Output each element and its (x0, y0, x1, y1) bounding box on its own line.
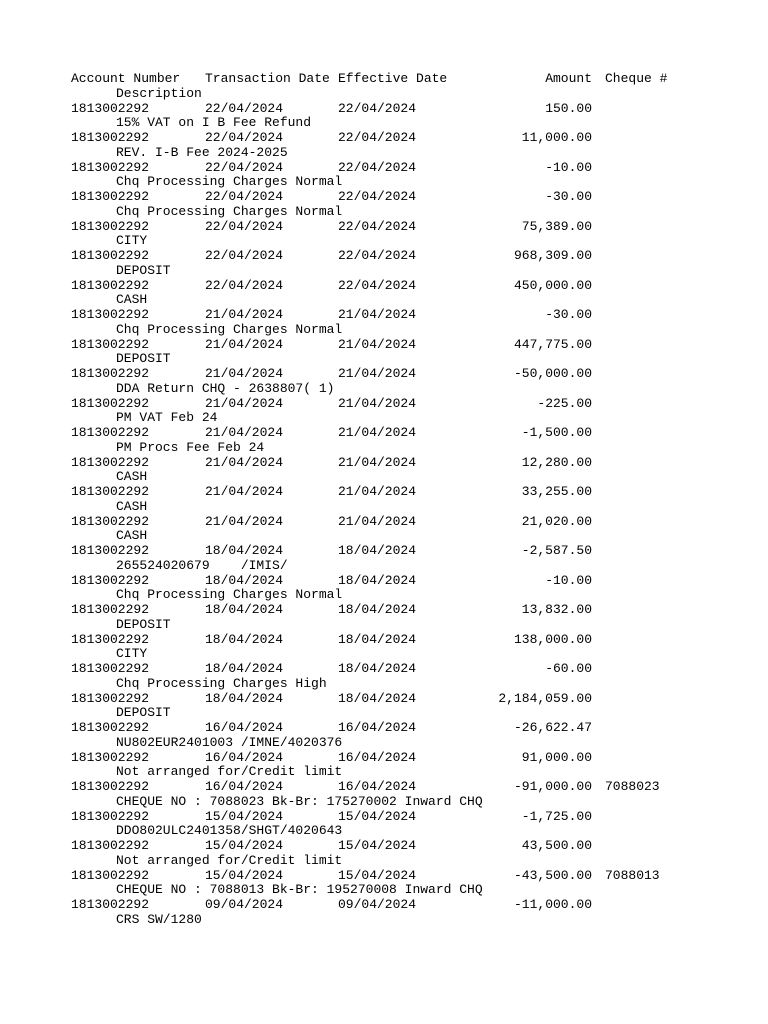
account-number: 1813002292 (71, 100, 150, 116)
transaction-date: 21/04/2024 (205, 395, 284, 411)
transaction-date: 22/04/2024 (205, 248, 284, 263)
amount: -30.00 (545, 189, 592, 204)
transaction-row (71, 220, 681, 235)
amount: 75,389.00 (521, 218, 592, 234)
transaction-row (71, 279, 681, 294)
transaction-row (71, 456, 681, 471)
transaction-description-row (71, 470, 681, 485)
cheque-number: 7088013 (605, 867, 660, 883)
effective-date: 22/04/2024 (338, 100, 417, 116)
account-number: 1813002292 (71, 661, 150, 676)
effective-date: 21/04/2024 (338, 425, 417, 440)
header-description: Description (116, 85, 202, 101)
transaction-description: 15% VAT on I B Fee Refund (116, 115, 312, 131)
transaction-description: DEPOSIT (116, 262, 171, 278)
transaction-date: 21/04/2024 (205, 366, 284, 381)
transaction-description-row (71, 323, 681, 338)
transaction-date: 21/04/2024 (205, 336, 284, 352)
effective-date: 21/04/2024 (338, 395, 417, 411)
transaction-description: CRS SW/1280 (116, 911, 202, 927)
effective-date: 18/04/2024 (338, 661, 417, 676)
effective-date: 22/04/2024 (338, 248, 417, 263)
transaction-description: DDO802ULC2401358/SHGT/4020643 (116, 823, 343, 839)
amount: 12,280.00 (521, 454, 592, 470)
transaction-date: 22/04/2024 (205, 159, 284, 175)
transaction-row (71, 161, 681, 176)
transaction-description: Not arranged for/Credit limit (116, 852, 343, 868)
transaction-description: Chq Processing Charges Normal (116, 174, 343, 190)
transaction-row (71, 426, 681, 441)
transaction-description: DDA Return CHQ - 2638807( 1) (116, 380, 335, 396)
amount: 43,500.00 (521, 838, 592, 853)
transaction-row (71, 397, 681, 412)
transaction-date: 16/04/2024 (205, 720, 284, 735)
transaction-row (71, 839, 681, 854)
effective-date: 15/04/2024 (338, 867, 417, 883)
transaction-description-row (71, 588, 681, 603)
transaction-row (71, 603, 681, 618)
transaction-date: 16/04/2024 (205, 779, 284, 794)
transaction-date: 18/04/2024 (205, 543, 284, 558)
transaction-row (71, 633, 681, 648)
transaction-description-row (71, 264, 681, 279)
transaction-description: Not arranged for/Credit limit (116, 764, 343, 780)
transaction-description: CITY (116, 233, 148, 249)
transaction-description-row (71, 854, 681, 869)
account-number: 1813002292 (71, 838, 150, 853)
amount: 2,184,059.00 (498, 690, 592, 706)
amount: 13,832.00 (521, 602, 592, 617)
amount: -43,500.00 (513, 867, 592, 883)
transaction-row (71, 751, 681, 766)
effective-date: 18/04/2024 (338, 690, 417, 706)
transaction-description: NU802EUR2401003 /IMNE/4020376 (116, 734, 343, 750)
transaction-row (71, 662, 681, 677)
amount: -1,500.00 (521, 425, 592, 440)
amount: 968,309.00 (513, 248, 592, 263)
transaction-listing (71, 72, 681, 928)
effective-date: 22/04/2024 (338, 277, 417, 293)
transaction-date: 22/04/2024 (205, 130, 284, 145)
amount: 11,000.00 (521, 130, 592, 145)
transaction-description-row (71, 706, 681, 721)
effective-date: 18/04/2024 (338, 543, 417, 558)
effective-date: 21/04/2024 (338, 307, 417, 322)
transaction-description-row (71, 116, 681, 131)
transaction-description: Chq Processing Charges Normal (116, 321, 343, 337)
transaction-description: Chq Processing Charges High (116, 675, 327, 691)
transaction-date: 16/04/2024 (205, 749, 284, 765)
account-number: 1813002292 (71, 425, 150, 440)
amount: -60.00 (545, 661, 592, 676)
transaction-description-row (71, 765, 681, 780)
transaction-date: 21/04/2024 (205, 307, 284, 322)
amount: -225.00 (537, 395, 592, 411)
effective-date: 22/04/2024 (338, 189, 417, 204)
transaction-row (71, 485, 681, 500)
amount: -91,000.00 (513, 779, 592, 794)
amount: -10.00 (545, 159, 592, 175)
transaction-description-row (71, 795, 681, 810)
header-cheque: Cheque # (605, 71, 668, 86)
transaction-row (71, 898, 681, 913)
amount: 33,255.00 (521, 484, 592, 499)
transaction-row (71, 367, 681, 382)
amount: 450,000.00 (513, 277, 592, 293)
transaction-date: 22/04/2024 (205, 189, 284, 204)
transaction-description-row (71, 411, 681, 426)
account-number: 1813002292 (71, 218, 150, 234)
account-number: 1813002292 (71, 130, 150, 145)
header-row (71, 72, 681, 87)
transaction-description-row (71, 175, 681, 190)
transaction-description-row (71, 146, 681, 161)
transaction-description: 265524020679 /IMIS/ (116, 557, 288, 573)
transaction-row (71, 308, 681, 323)
account-number: 1813002292 (71, 366, 150, 381)
transaction-row (71, 338, 681, 353)
account-number: 1813002292 (71, 543, 150, 558)
transaction-description-row (71, 500, 681, 515)
transaction-row (71, 574, 681, 589)
transaction-description-row (71, 441, 681, 456)
transaction-description: REV. I-B Fee 2024-2025 (116, 144, 288, 160)
transaction-description-row (71, 677, 681, 692)
transaction-row (71, 544, 681, 559)
effective-date: 22/04/2024 (338, 218, 417, 234)
account-number: 1813002292 (71, 720, 150, 735)
transaction-description: CHEQUE NO : 7088023 Bk-Br: 175270002 Inward CHQ (116, 793, 483, 809)
effective-date: 21/04/2024 (338, 484, 417, 499)
transaction-row (71, 131, 681, 146)
amount: -50,000.00 (513, 366, 592, 381)
account-number: 1813002292 (71, 307, 150, 322)
cheque-number: 7088023 (605, 779, 660, 794)
transaction-description: Chq Processing Charges Normal (116, 587, 343, 603)
transaction-description-row (71, 618, 681, 633)
transaction-row (71, 190, 681, 205)
transaction-description-row (71, 205, 681, 220)
account-number: 1813002292 (71, 631, 150, 647)
transaction-date: 15/04/2024 (205, 838, 284, 853)
transaction-date: 22/04/2024 (205, 100, 284, 116)
transaction-date: 18/04/2024 (205, 631, 284, 647)
header-account-number: Account Number (71, 71, 181, 86)
transaction-description-row (71, 234, 681, 249)
effective-date: 21/04/2024 (338, 366, 417, 381)
transaction-description: CASH (116, 292, 148, 308)
transaction-date: 22/04/2024 (205, 277, 284, 293)
account-number: 1813002292 (71, 248, 150, 263)
transaction-description: DEPOSIT (116, 705, 171, 721)
transaction-date: 21/04/2024 (205, 513, 284, 529)
transactions-body (71, 102, 681, 928)
transaction-date: 22/04/2024 (205, 218, 284, 234)
account-number: 1813002292 (71, 513, 150, 529)
transaction-row (71, 810, 681, 825)
header-transaction-date: Transaction Date (205, 71, 330, 86)
transaction-description: CITY (116, 646, 148, 662)
amount: 91,000.00 (521, 749, 592, 765)
transaction-date: 18/04/2024 (205, 690, 284, 706)
effective-date: 18/04/2024 (338, 572, 417, 588)
account-number: 1813002292 (71, 454, 150, 470)
transaction-description-row (71, 824, 681, 839)
transaction-description-row (71, 382, 681, 397)
header-effective-date: Effective Date (338, 71, 448, 86)
transaction-description: PM VAT Feb 24 (116, 410, 218, 426)
transaction-date: 15/04/2024 (205, 867, 284, 883)
transaction-row (71, 692, 681, 707)
account-number: 1813002292 (71, 189, 150, 204)
account-number: 1813002292 (71, 867, 150, 883)
account-number: 1813002292 (71, 779, 150, 794)
effective-date: 16/04/2024 (338, 749, 417, 765)
transaction-description-row (71, 529, 681, 544)
amount: -1,725.00 (521, 808, 592, 824)
transaction-description-row (71, 293, 681, 308)
transaction-row (71, 102, 681, 117)
transaction-date: 21/04/2024 (205, 425, 284, 440)
transaction-description: CHEQUE NO : 7088013 Bk-Br: 195270008 Inward CHQ (116, 882, 483, 898)
effective-date: 21/04/2024 (338, 336, 417, 352)
amount: 150.00 (545, 100, 592, 116)
account-number: 1813002292 (71, 395, 150, 411)
account-number: 1813002292 (71, 602, 150, 617)
transaction-description-row (71, 647, 681, 662)
account-number: 1813002292 (71, 336, 150, 352)
transaction-description: CASH (116, 469, 148, 485)
effective-date: 16/04/2024 (338, 720, 417, 735)
amount: -11,000.00 (513, 897, 592, 912)
transaction-description-row (71, 352, 681, 367)
transaction-date: 09/04/2024 (205, 897, 284, 912)
transaction-date: 18/04/2024 (205, 661, 284, 676)
amount: 447,775.00 (513, 336, 592, 352)
header-description-row (71, 87, 681, 102)
account-number: 1813002292 (71, 690, 150, 706)
transaction-row (71, 249, 681, 264)
effective-date: 21/04/2024 (338, 513, 417, 529)
transaction-date: 18/04/2024 (205, 602, 284, 617)
transaction-date: 21/04/2024 (205, 484, 284, 499)
transaction-description-row (71, 913, 681, 928)
effective-date: 18/04/2024 (338, 631, 417, 647)
effective-date: 22/04/2024 (338, 130, 417, 145)
amount: -26,622.47 (513, 720, 592, 735)
transaction-row (71, 721, 681, 736)
transaction-date: 18/04/2024 (205, 572, 284, 588)
account-number: 1813002292 (71, 808, 150, 824)
transaction-description: CASH (116, 498, 148, 514)
transaction-description-row (71, 883, 681, 898)
effective-date: 18/04/2024 (338, 602, 417, 617)
transaction-date: 15/04/2024 (205, 808, 284, 824)
amount: -10.00 (545, 572, 592, 588)
transaction-description-row (71, 559, 681, 574)
transaction-row (71, 869, 681, 884)
transaction-description-row (71, 736, 681, 751)
transaction-row (71, 515, 681, 530)
effective-date: 21/04/2024 (338, 454, 417, 470)
header-amount: Amount (545, 71, 592, 86)
transaction-description: Chq Processing Charges Normal (116, 203, 343, 219)
transaction-description: DEPOSIT (116, 351, 171, 367)
account-number: 1813002292 (71, 159, 150, 175)
transaction-description: DEPOSIT (116, 616, 171, 632)
effective-date: 15/04/2024 (338, 808, 417, 824)
effective-date: 15/04/2024 (338, 838, 417, 853)
effective-date: 16/04/2024 (338, 779, 417, 794)
effective-date: 09/04/2024 (338, 897, 417, 912)
amount: -2,587.50 (521, 543, 592, 558)
transaction-description: PM Procs Fee Feb 24 (116, 439, 265, 455)
amount: 21,020.00 (521, 513, 592, 529)
amount: 138,000.00 (513, 631, 592, 647)
account-number: 1813002292 (71, 897, 150, 912)
account-number: 1813002292 (71, 484, 150, 499)
effective-date: 22/04/2024 (338, 159, 417, 175)
account-number: 1813002292 (71, 749, 150, 765)
transaction-row (71, 780, 681, 795)
transaction-date: 21/04/2024 (205, 454, 284, 470)
amount: -30.00 (545, 307, 592, 322)
account-number: 1813002292 (71, 572, 150, 588)
transaction-description: CASH (116, 528, 148, 544)
account-number: 1813002292 (71, 277, 150, 293)
